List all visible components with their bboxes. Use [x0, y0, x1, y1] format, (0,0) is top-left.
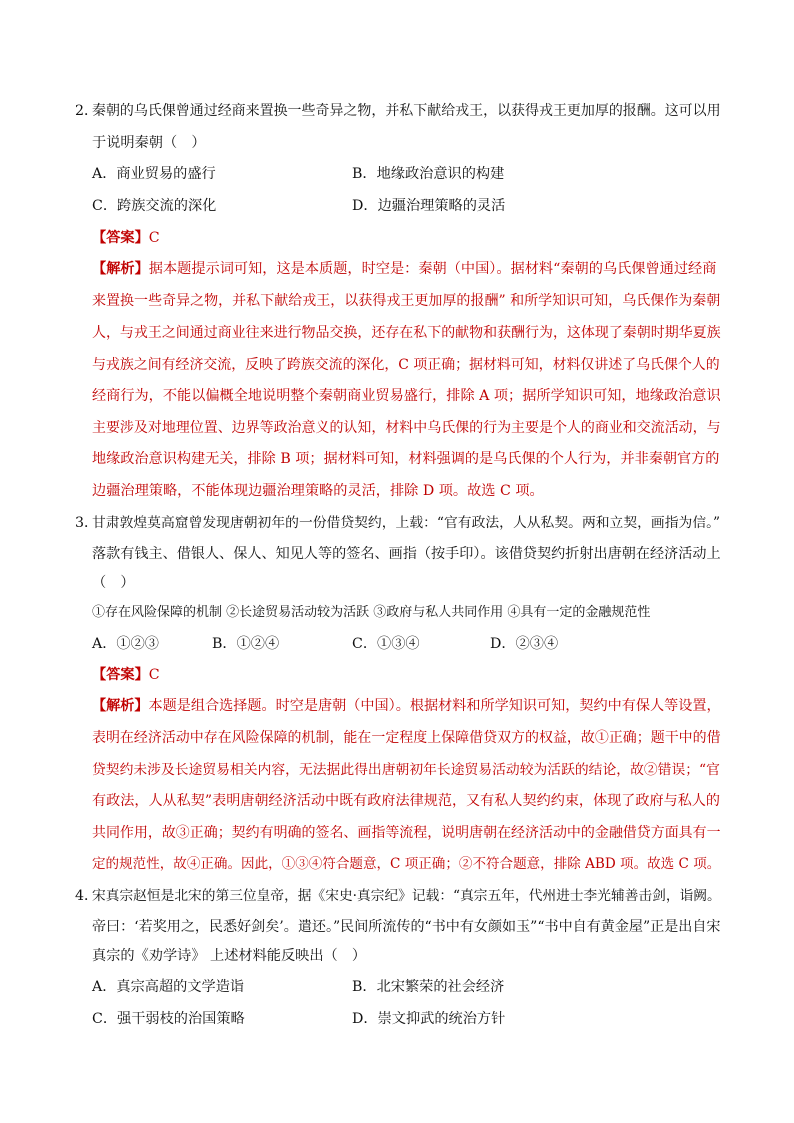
- question-2-analysis-line-7: 地缘政治意识构建无关，排除 B 项；据材料可知，材料强调的是乌氏倮的个人行为，并非秦朝官方的: [92, 451, 720, 467]
- question-4-option-d: D．崇文抑武的统治方针: [352, 1011, 506, 1027]
- analysis-text: 据本题提示词可知，这是本质题，时空是：秦朝（中国）。据材料“秦朝的乌氏倮曾通过经商: [148, 261, 717, 277]
- question-2-analysis-line-6: 主要涉及对地理位置、边界等政治意义的认知，材料中乌氏倮的行为主要是个人的商业和交流活动，与: [92, 420, 721, 436]
- question-3-stem-line-1: 甘肃敦煌莫高窟曾发现唐朝初年的一份借贷契约，上载：“官有政法，人从私契。两和立契，画指为信。”: [92, 515, 721, 531]
- question-2-analysis-line-1: [92, 259, 716, 279]
- analysis-label: 【解析】: [92, 261, 149, 277]
- question-2-stem-line-2: 于说明秦朝（ ）: [92, 135, 206, 151]
- question-3-option-d: D．②③④: [490, 636, 559, 652]
- question-3-analysis-line-5: 共同作用，故③正确；契约有明确的签名、画指等流程，说明唐朝在经济活动中的金融借贷方面具有一: [92, 825, 721, 841]
- question-3-analysis-line-3: 贷契约未涉及长途贸易相关内容，无法据此得出唐朝初年长途贸易活动较为活跃的结论，故②错误；“官: [92, 762, 720, 778]
- question-2-analysis-line-5: 经商行为，不能以偏概全地说明整个秦朝商业贸易盛行，排除 A 项；据所学知识可知，地缘政治意识: [92, 388, 721, 404]
- question-4-number: 4．: [75, 888, 99, 904]
- question-4-stem-line-3: 真宗的《劝学诗》 上述材料能反映出（ ）: [92, 948, 367, 964]
- answer-value: C: [148, 667, 160, 683]
- question-4-stem-line-1: 宋真宗赵恒是北宋的第三位皇帝，据《宋史·真宗纪》记载：“真宗五年，代州进士李光辅善击剑，诣阙。: [92, 888, 721, 904]
- question-4-stem-line-2: 帝曰：‘若奖用之，民悉好剑矣’。遣还。”民间所流传的“书中有女颜如玉”“书中自有黄金屋”正是出自宋: [92, 919, 721, 935]
- question-2-answer: [92, 228, 160, 248]
- question-3-stem-line-3: （ ）: [92, 575, 135, 591]
- question-2-analysis-line-2: 来置换一些奇异之物，并私下献给戎王，以获得戎王更加厚的报酬” 和所学知识可知，乌氏倮作为秦朝: [92, 293, 721, 309]
- question-2-option-a: A．商业贸易的盛行: [92, 166, 216, 182]
- question-2-analysis-line-3: 人，与戎王之间通过商业往来进行物品交换，还存在私下的献物和获酬行为，这体现了秦朝时期华夏族: [92, 325, 721, 341]
- question-4-option-b: B．北宋繁荣的社会经济: [352, 979, 505, 995]
- answer-label: 【答案】: [92, 667, 149, 683]
- question-3-option-c: C．①③④: [352, 636, 420, 652]
- answer-label: 【答案】: [92, 230, 149, 246]
- question-2-option-d: D．边疆治理策略的灵活: [352, 198, 506, 214]
- analysis-text: 本题是组合选择题。时空是唐朝（中国）。根据材料和所学知识可知，契约中有保人等设置，: [148, 698, 721, 714]
- question-3-stem-line-2: 落款有钱主、借银人、保人、知见人等的签名、画指（按手印）。该借贷契约折射出唐朝在经济活动上: [92, 546, 721, 562]
- question-4-option-c: C．强干弱枝的治国策略: [92, 1011, 245, 1027]
- answer-value: C: [148, 230, 160, 246]
- question-3-option-a: A．①②③: [92, 636, 159, 652]
- question-2-number: 2．: [75, 103, 99, 119]
- question-3-statements: ①存在风险保障的机制 ②长途贸易活动较为活跃 ③政府与私人共同作用 ④具有一定的金融规范性: [92, 605, 651, 620]
- question-3-analysis-line-2: 表明在经济活动中存在风险保障的机制，能在一定程度上保障借贷双方的权益，故①正确；题干中的借: [92, 730, 721, 746]
- question-3-number: 3．: [75, 515, 99, 531]
- question-2-analysis-line-8: 边疆治理策略，不能体现边疆治理策略的灵活，排除 D 项。故选 C 项。: [92, 483, 544, 499]
- question-3-analysis-line-1: [92, 696, 721, 716]
- question-2-analysis-line-4: 与戎族之间有经济交流，反映了跨族交流的深化，C 项正确；据材料可知，材料仅讲述了乌氏倮个人的: [92, 357, 720, 373]
- question-3-analysis-line-4: 有政法，人从私契”表明唐朝经济活动中既有政府法律规范，又有私人契约约束，体现了政府与私人的: [92, 793, 721, 809]
- question-2-stem-line-1: 秦朝的乌氏倮曾通过经商来置换一些奇异之物，并私下献给戎王，以获得戎王更加厚的报酬。这可以用: [92, 103, 721, 119]
- question-2-option-c: C．跨族交流的深化: [92, 198, 217, 214]
- question-4-option-a: A．真宗高超的文学造诣: [92, 979, 245, 995]
- analysis-label: 【解析】: [92, 698, 149, 714]
- question-2-option-b: B．地缘政治意识的构建: [352, 166, 505, 182]
- question-3-option-b: B．①②④: [212, 636, 280, 652]
- question-3-answer: [92, 665, 160, 685]
- question-3-analysis-line-6: 定的规范性，故④正确。因此，①③④符合题意，C 项正确；②不符合题意，排除 ABD 项。故选 C 项。: [92, 856, 721, 872]
